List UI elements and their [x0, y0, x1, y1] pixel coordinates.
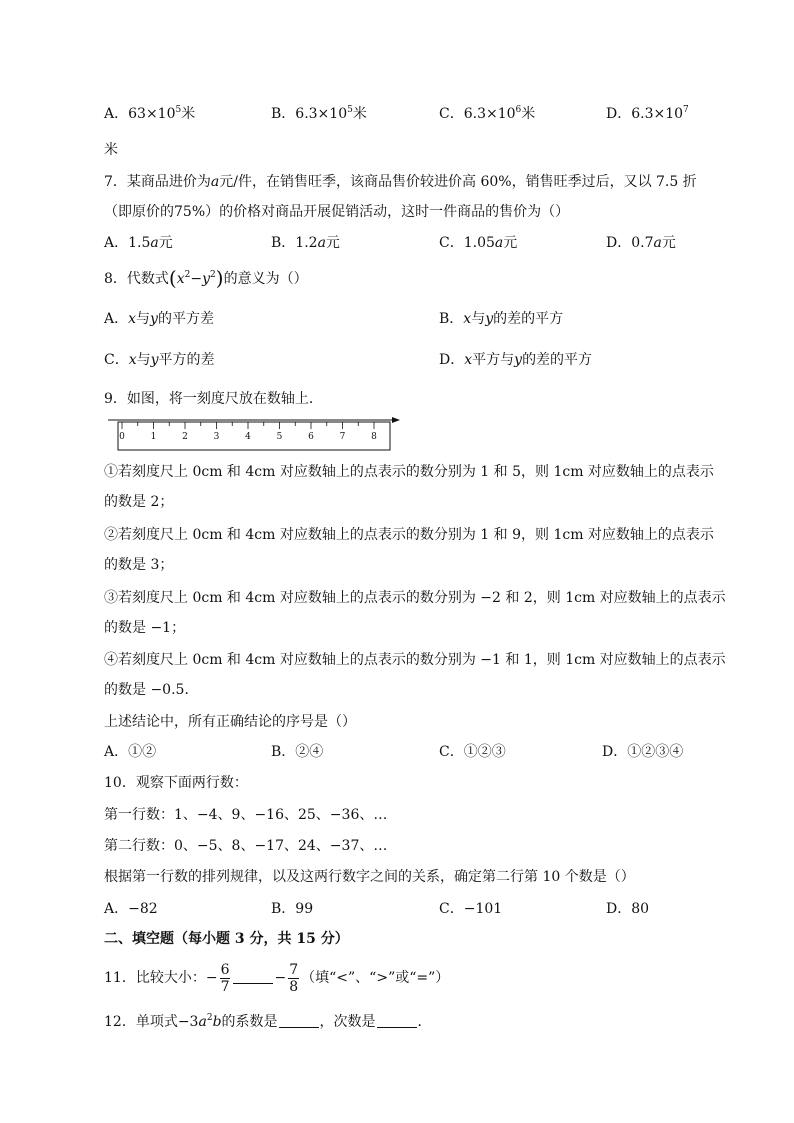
q10-row-2: 第二行数：0、−5、8、−17、24、−37、…	[104, 838, 388, 854]
ruler-figure	[104, 414, 404, 454]
ruler-label: 0	[119, 432, 125, 442]
fraction-6-7: $\frac{6}{7}$	[220, 961, 230, 995]
q9-statement-2b: 的数是 3；	[104, 557, 174, 573]
q6-option-d: D．$6.3\times 10^7$	[606, 105, 689, 122]
q8-option-a: A．x与y的平方差	[104, 311, 214, 327]
q7-option-c: C．1.05a元	[439, 235, 518, 251]
ruler-label: 4	[245, 432, 251, 442]
ruler-label: 3	[213, 432, 220, 442]
ruler-label: 8	[371, 432, 377, 442]
q10-question: 根据第一行数的排列规律，以及这两行数字之间的关系，确定第二行第 10 个数是（）	[104, 869, 635, 885]
q10-row-1: 第一行数：1、−4、9、−16、25、−36、…	[104, 807, 388, 823]
q10-option-c: C．−101	[439, 901, 503, 917]
q8-option-d: D．x平方与y的差的平方	[439, 352, 593, 368]
number-line-arrow	[392, 417, 400, 423]
q9-stem: 9．如图，将一刻度尺放在数轴上．	[104, 391, 323, 407]
q11-stem: 11．比较大小：− $\frac{6}{7}$ − $\frac{7}{8}$ （填“<”、“>”或“=”）	[104, 961, 450, 995]
q7-stem-line1: 7．某商品进价为a元/件，在销售旺季，该商品售价较进价高 60%，销售旺季过后，又以 7.5 折	[104, 174, 697, 190]
q9-statement-3b: 的数是 −1；	[104, 620, 186, 636]
q9-option-b: B．②④	[271, 744, 324, 760]
q8-option-b: B．x与y的差的平方	[439, 311, 564, 327]
q9-statement-4b: 的数是 −0.5．	[104, 682, 199, 698]
ruler-body	[118, 422, 390, 450]
q10-option-d: D．80	[606, 901, 650, 917]
ruler-label: 1	[150, 432, 157, 442]
q9-statement-4a: ④若刻度尺上 0cm 和 4cm 对应数轴上的点表示的数分别为 −1 和 1，则 1cm 对应数轴上的点表示	[104, 652, 726, 668]
q9-statement-1b: 的数是 2；	[104, 494, 174, 510]
q10-option-a: A．−82	[104, 901, 158, 917]
ruler-labels	[119, 432, 377, 442]
fraction-7-8: $\frac{7}{8}$	[289, 961, 299, 995]
q7-option-a: A．1.5a元	[104, 235, 173, 251]
q12-stem: 12．单项式$-3a^2b$的系数是 ，次数是 ．	[104, 1013, 432, 1030]
q7-stem-line2: （即原价的75%）的价格对商品开展促销活动，这时一件商品的售价为（）	[104, 204, 570, 220]
q9-statement-1a: ①若刻度尺上 0cm 和 4cm 对应数轴上的点表示的数分别为 1 和 5，则 1cm 对应数轴上的点表示	[104, 464, 714, 480]
ruler-label: 7	[339, 432, 346, 442]
q7-option-b: B．1.2a元	[271, 235, 340, 251]
q12-coefficient-blank[interactable]	[279, 1013, 319, 1028]
ruler-label: 5	[276, 432, 283, 442]
ruler-label: 6	[308, 432, 314, 442]
ruler-ticks	[122, 422, 374, 429]
q9-option-a: A．①②	[104, 744, 157, 760]
q8-option-c: C．x与y平方的差	[104, 352, 215, 368]
q9-option-c: C．①②③	[439, 744, 506, 760]
q10-stem: 10．观察下面两行数：	[104, 775, 248, 791]
q10-option-b: B．99	[271, 901, 314, 917]
q6-option-a: A．$63\times 10^5$米	[104, 105, 196, 122]
q12-degree-blank[interactable]	[377, 1013, 417, 1028]
q6-option-d-wrap: 米	[104, 142, 118, 158]
q9-question: 上述结论中，所有正确结论的序号是（）	[104, 714, 356, 730]
q11-answer-blank[interactable]	[233, 969, 273, 984]
q6-option-b: B．$6.3\times 10^5$米	[271, 105, 367, 122]
q9-option-d: D．①②③④	[602, 744, 684, 760]
q9-statement-2a: ②若刻度尺上 0cm 和 4cm 对应数轴上的点表示的数分别为 1 和 9，则 1cm 对应数轴上的点表示	[104, 527, 714, 543]
q9-statement-3a: ③若刻度尺上 0cm 和 4cm 对应数轴上的点表示的数分别为 −2 和 2，则 1cm 对应数轴上的点表示	[104, 590, 726, 606]
ruler-label: 2	[182, 432, 188, 442]
q6-option-c: C．$6.3\times 10^6$米	[439, 105, 536, 122]
q7-option-d: D．0.7a元	[606, 235, 676, 251]
q8-stem: 8．代数式$(x^2-y^2)$的意义为（）	[104, 266, 308, 290]
section-heading-fill-in: 二、填空题（每小题 3 分，共 15 分）	[104, 931, 349, 947]
